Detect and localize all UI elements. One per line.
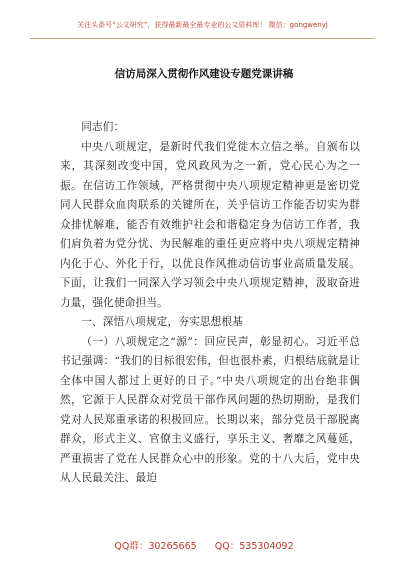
paragraph-intro: 中央八项规定，是新时代我们党徙木立信之举。自颁布以来，其深刻改变中国，党风政风为之一新，党心民心为之一振。在信访工作领域，严格贯彻中央八项规定精神更是密切党同人民群众血肉联系的关键所在，关乎信访工作能否切实为群众排忧解难，能否有效维护社会和谐稳定身为信访工作者，我们肩负着为党分忧、为民解难的重任更应将中央八项规定精神内化于心、外化于行，以优良作风推动信访事业高质量发展。下面，让我们一同深入学习领会中央八项规定精神，汲取奋进力量，强化使命担当。 (60, 140, 360, 309)
paragraph-body: 习近平总书记强调：“我们的目标很宏伟，但也很朴素，归根结底就是让全体中国人都过上更好的日子。”中央八项规定的出台绝非偶然，它源于人民群众对党员干部作风问题的热切期盼，是我们党对人民郑重承诺的积极回应。长期以来，部分党员干部脱离群众，形式主义、官僚主义盛行，享乐主义、奢靡之风蔓延，严重损害了党在人民群众心中的形象。党的十八大后，党中央从人民最关注、最迫 (60, 335, 360, 484)
document-title: 信访局深入贯彻作风建设专题党课讲稿 (114, 68, 294, 80)
subsection-heading: （一）八项规定之“源”：回应民声，彰显初心。 (81, 335, 316, 348)
section-heading: 一、深悟八项规定，夯实思想根基 (81, 316, 244, 328)
document-body (60, 118, 360, 489)
greeting: 同志们： (81, 121, 125, 133)
header-banner: 关注头条号“公文研究”，获得最新最全最专业的公文资料库！ 微信：gongwenyj (77, 21, 328, 29)
footer-contact: QQ群：30265665 QQ：535304092 (114, 541, 294, 552)
page-header (30, 16, 375, 39)
